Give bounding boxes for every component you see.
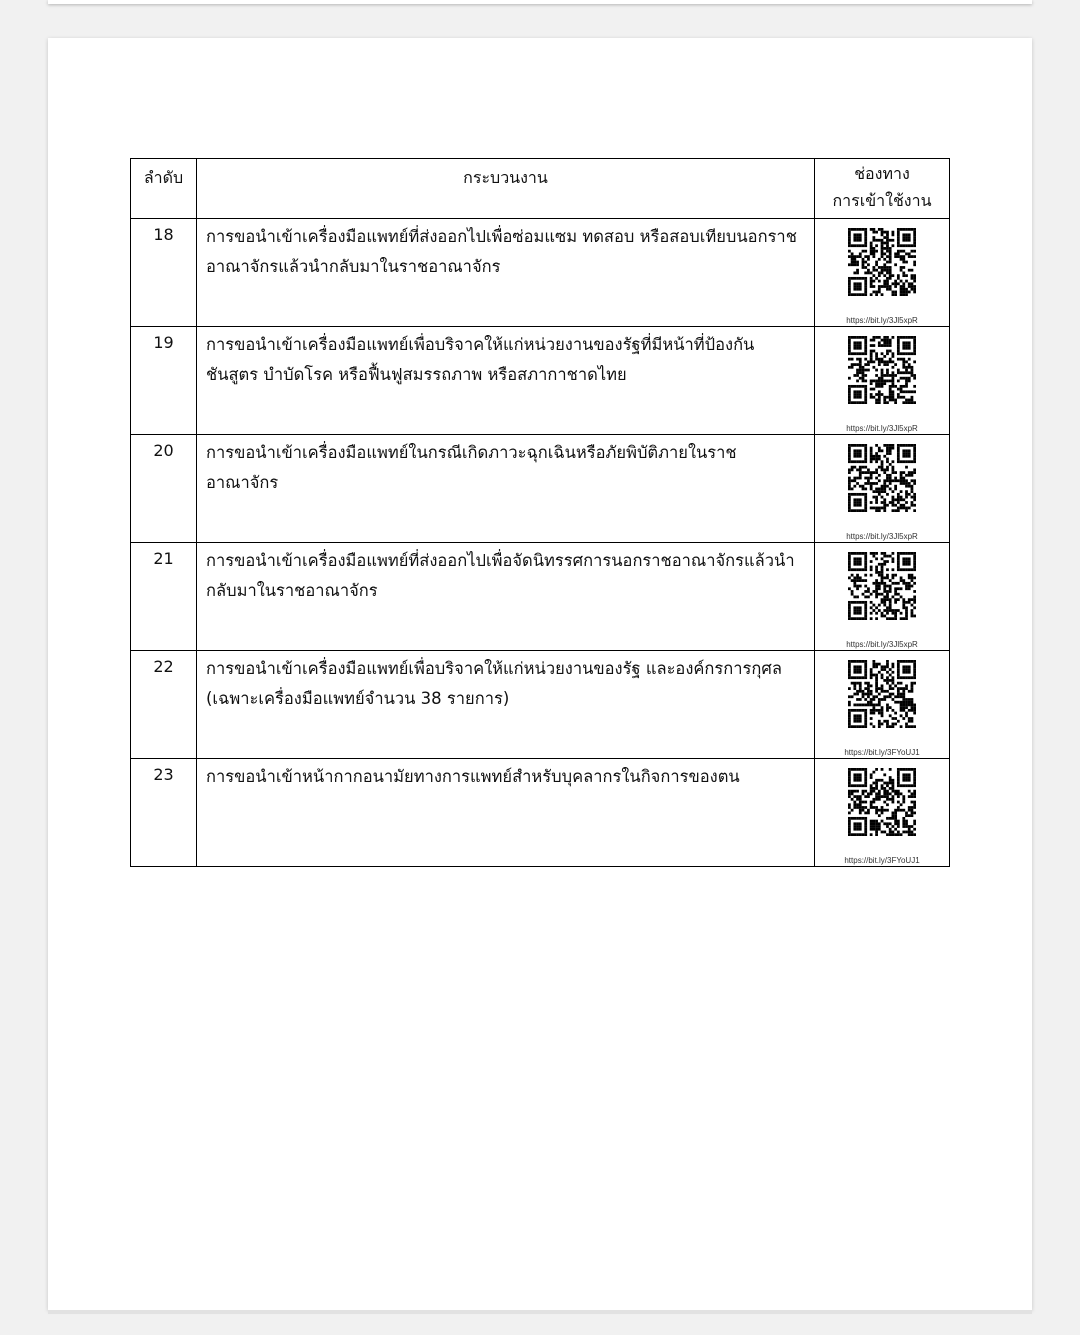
row-process: การขอนำเข้าหน้ากากอนามัยทางการแพทย์สำหรับบุคลากรในกิจการของตน xyxy=(197,759,815,867)
table-row xyxy=(131,543,950,651)
row-channel xyxy=(815,327,950,435)
row-channel xyxy=(815,219,950,327)
row-number: 23 xyxy=(131,759,197,867)
qr-code-icon[interactable] xyxy=(848,228,916,296)
row-number: 18 xyxy=(131,219,197,327)
row-process: การขอนำเข้าเครื่องมือแพทย์ที่ส่งออกไปเพื่อจัดนิทรรศการนอกราชอาณาจักรแล้วนำกลับมาในราชอาณาจักร xyxy=(197,543,815,651)
table-header-row xyxy=(131,159,950,219)
table-row xyxy=(131,219,950,327)
row-channel xyxy=(815,435,950,543)
row-channel xyxy=(815,759,950,867)
row-link[interactable]: https://bit.ly/3Jl5xpR xyxy=(846,316,918,325)
row-process: การขอนำเข้าเครื่องมือแพทย์ในกรณีเกิดภาวะฉุกเฉินหรือภัยพิบัติภายในราชอาณาจักร xyxy=(197,435,815,543)
row-process: การขอนำเข้าเครื่องมือแพทย์เพื่อบริจาคให้แก่หน่วยงานของรัฐ และองค์กรการกุศล (เฉพาะเครื่องมือแพทย์จำนวน 38 รายการ) xyxy=(197,651,815,759)
row-link[interactable]: https://bit.ly/3Jl5xpR xyxy=(846,532,918,541)
row-number: 20 xyxy=(131,435,197,543)
header-no: ลำดับ xyxy=(131,159,197,219)
header-process: กระบวนงาน xyxy=(197,159,815,219)
row-number: 19 xyxy=(131,327,197,435)
page-bottom-edge xyxy=(48,1310,1032,1314)
table-row xyxy=(131,435,950,543)
previous-page-edge xyxy=(48,0,1032,4)
row-process: การขอนำเข้าเครื่องมือแพทย์เพื่อบริจาคให้แก่หน่วยงานของรัฐที่มีหน้าที่ป้องกัน ชันสูตร บำบัดโรค หรือฟื้นฟูสมรรถภาพ หรือสภากาชาดไทย xyxy=(197,327,815,435)
header-channel-line2: การเข้าใช้งาน xyxy=(832,191,932,210)
row-number: 21 xyxy=(131,543,197,651)
qr-code-icon[interactable] xyxy=(848,444,916,512)
row-link[interactable]: https://bit.ly/3FYoUJ1 xyxy=(844,856,920,865)
process-table xyxy=(130,158,950,867)
row-process: การขอนำเข้าเครื่องมือแพทย์ที่ส่งออกไปเพื่อซ่อมแซม ทดสอบ หรือสอบเทียบนอกราชอาณาจักรแล้วนำกลับมาในราชอาณาจักร xyxy=(197,219,815,327)
header-channel xyxy=(815,159,950,219)
row-channel xyxy=(815,543,950,651)
qr-code-icon[interactable] xyxy=(848,336,916,404)
row-number: 22 xyxy=(131,651,197,759)
qr-code-icon[interactable] xyxy=(848,660,916,728)
qr-code-icon[interactable] xyxy=(848,552,916,620)
qr-code-icon[interactable] xyxy=(848,768,916,836)
row-link[interactable]: https://bit.ly/3FYoUJ1 xyxy=(844,748,920,757)
row-channel xyxy=(815,651,950,759)
table-row xyxy=(131,327,950,435)
row-link[interactable]: https://bit.ly/3Jl5xpR xyxy=(846,424,918,433)
header-channel-line1: ช่องทาง xyxy=(854,164,910,183)
table-row xyxy=(131,759,950,867)
document-page xyxy=(48,38,1032,1310)
row-link[interactable]: https://bit.ly/3Jl5xpR xyxy=(846,640,918,649)
table-row xyxy=(131,651,950,759)
